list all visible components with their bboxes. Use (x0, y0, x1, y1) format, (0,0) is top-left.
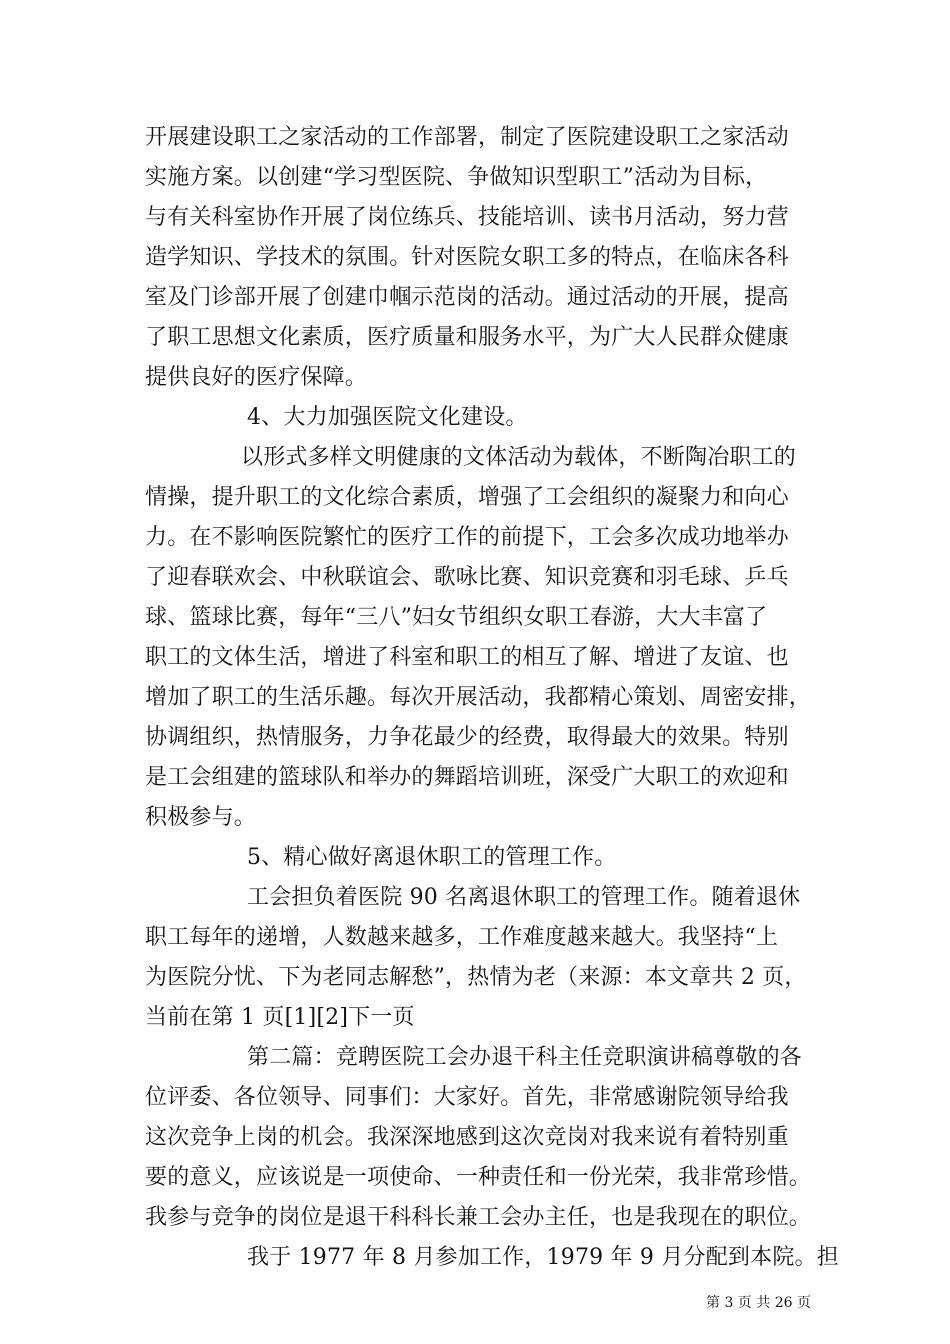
text-line: 室及门诊部开展了创建巾帼示范岗的活动。通过活动的开展，提高 (145, 285, 789, 310)
text-line: 是工会组建的篮球队和举办的舞蹈培训班，深受广大职工的欢迎和 (145, 765, 789, 790)
section-heading: 5、精心做好离退休职工的管理工作。 (247, 845, 617, 870)
text-line: 我于 1977 年 8 月参加工作，1979 年 9 月分配到本院。担 (247, 1245, 839, 1270)
text-line: 了职工思想文化素质，医疗质量和服务水平，为广大人民群众健康 (145, 325, 789, 350)
text-line: 以形式多样文明健康的文体活动为载体，不断陶冶职工的 (241, 445, 797, 470)
text-line: 实施方案。以创建“学习型医院、争做知识型职工”活动为目标， (145, 165, 768, 190)
text-line: 当前在第 1 页[1][2]下一页 (145, 1005, 415, 1030)
text-line: 增加了职工的生活乐趣。每次开展活动，我都精心策划、周密安排， (145, 685, 812, 710)
text-line: 为医院分忧、下为老同志解愁”，热情为老（来源：本文章共 2 页， (145, 965, 807, 990)
text-line: 要的意义，应该说是一项使命、一种责任和一份光荣，我非常珍惜。 (145, 1165, 812, 1190)
text-line: 情操，提升职工的文化综合素质，增强了工会组织的凝聚力和向心 (145, 485, 789, 510)
text-line: 我参与竞争的岗位是退干科科长兼工会办主任，也是我现在的职位。 (145, 1205, 812, 1230)
text-line: 积极参与。 (145, 805, 257, 830)
text-line: 了迎春联欢会、中秋联谊会、歌咏比赛、知识竞赛和羽毛球、乒乓 (145, 565, 789, 590)
section-heading: 4、大力加强医院文化建设。 (247, 405, 528, 430)
page-number-footer: 第 3 页 共 26 页 (706, 1295, 811, 1311)
text-line: 球、篮球比赛，每年“三八”妇女节组织女职工春游，大大丰富了 (145, 605, 768, 630)
text-line: 这次竞争上岗的机会。我深深地感到这次竞岗对我来说有着特别重 (145, 1125, 789, 1150)
text-line: 开展建设职工之家活动的工作部署，制定了医院建设职工之家活动 (145, 125, 789, 150)
text-line: 职工每年的递增，人数越来越多，工作难度越来越大。我坚持“上 (145, 925, 779, 950)
text-line: 职工的文体生活，增进了科室和职工的相互了解、增进了友谊、也 (145, 645, 789, 670)
text-line: 位评委、各位领导、同事们：大家好。首先，非常感谢院领导给我 (145, 1085, 789, 1110)
text-line: 力。在不影响医院繁忙的医疗工作的前提下，工会多次成功地举办 (145, 525, 789, 550)
text-line: 第二篇：竞聘医院工会办退干科主任竞职演讲稿尊敬的各 (247, 1045, 803, 1070)
text-line: 工会担负着医院 90 名离退休职工的管理工作。随着退休 (247, 885, 801, 910)
text-line: 提供良好的医疗保障。 (145, 365, 368, 390)
text-line: 协调组织，热情服务，力争花最少的经费，取得最大的效果。特别 (145, 725, 789, 750)
text-line: 造学知识、学技术的氛围。针对医院女职工多的特点，在临床各科 (145, 245, 789, 270)
text-line: 与有关科室协作开展了岗位练兵、技能培训、读书月活动，努力营 (145, 205, 789, 230)
